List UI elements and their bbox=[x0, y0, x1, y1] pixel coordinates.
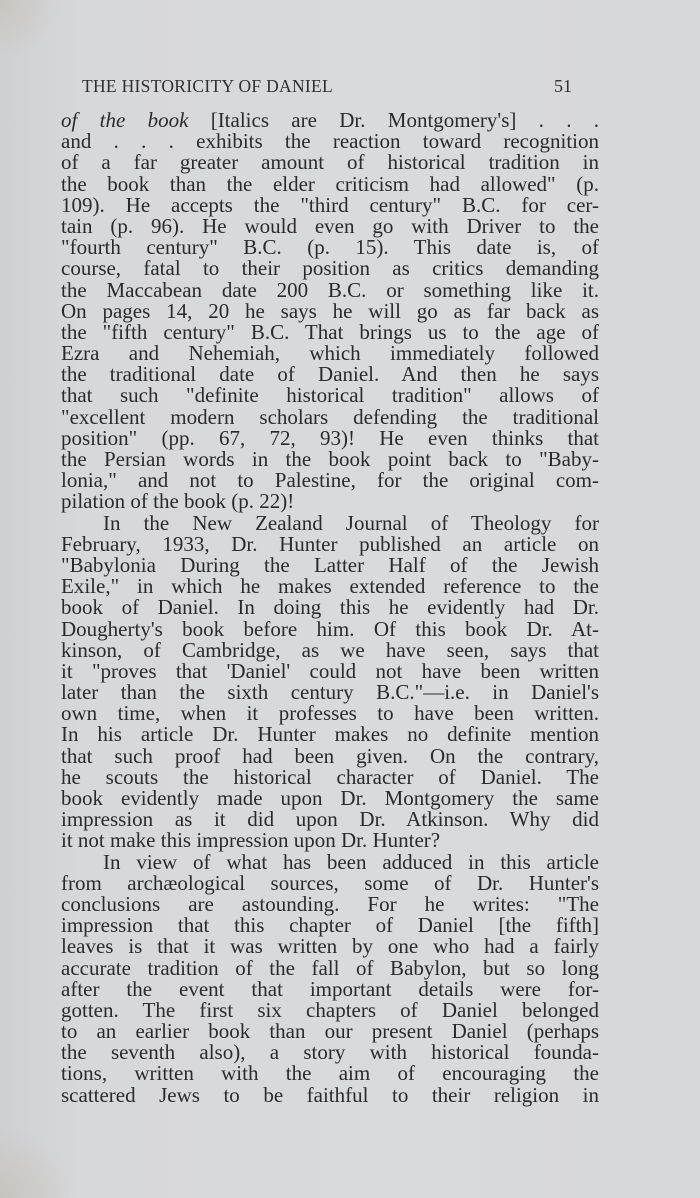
text-line: "Babylonia During the Latter Half of the Jewish bbox=[61, 552, 599, 577]
page-header bbox=[82, 76, 598, 100]
text-line: tions, written with the aim of encouraging the bbox=[61, 1061, 599, 1086]
text-line: "fourth century" B.C. (p. 15). This date is, of bbox=[61, 235, 599, 260]
text-line: accurate tradition of the fall of Babylon, but so long bbox=[61, 955, 599, 980]
text-line: the "fifth century" B.C. That brings us to the age of bbox=[61, 319, 599, 344]
text-line: it not make this impression upon Dr. Hunter? bbox=[61, 828, 441, 853]
text-line: book evidently made upon Dr. Montgomery the same bbox=[61, 786, 599, 810]
text-line: after the event that important details were for- bbox=[61, 976, 599, 1001]
text-line: gotten. The first six chapters of Daniel belonged bbox=[61, 997, 599, 1022]
text-line: and . . . exhibits the reaction toward recognition bbox=[61, 129, 599, 154]
text-line: that such "definite historical tradition" allows of bbox=[61, 383, 599, 408]
text-line: position" (pp. 67, 72, 93)! He even thinks that bbox=[61, 425, 599, 450]
text-line: of a far greater amount of historical tradition in bbox=[61, 150, 599, 175]
text-line: the Maccabean date 200 B.C. or something like it. bbox=[61, 277, 599, 302]
text-line: leaves is that it was written by one who had a fairly bbox=[61, 934, 599, 959]
text-line: On pages 14, 20 he says he will go as far back as bbox=[61, 298, 599, 323]
page-number: 51 bbox=[554, 76, 572, 96]
text-line: conclusions are astounding. For he writes: "The bbox=[61, 891, 599, 916]
text-line: In the New Zealand Journal of Theology for bbox=[103, 510, 599, 535]
text-line: of the book [Italics are Dr. Montgomery's] . . . bbox=[61, 108, 600, 132]
text-line: to an earlier book than our present Daniel (perhaps bbox=[61, 1019, 599, 1044]
text-line: the seventh also), a story with historical founda- bbox=[61, 1040, 599, 1065]
text-line: In view of what has been adduced in this article bbox=[103, 849, 599, 874]
text-line: In his article Dr. Hunter makes no definite mention bbox=[61, 722, 599, 747]
text-line: kinson, of Cambridge, as we have seen, says that bbox=[61, 637, 599, 662]
text-line: impression that this chapter of Daniel [the fifth] bbox=[61, 913, 599, 938]
paper-stain bbox=[0, 0, 60, 60]
paper-stain bbox=[0, 1118, 70, 1198]
text-line: impression as it did upon Dr. Atkinson. Why did bbox=[61, 807, 599, 832]
text-line: "excellent modern scholars defending the traditional bbox=[61, 404, 599, 429]
text-line: lonia," and not to Palestine, for the original com- bbox=[61, 468, 599, 493]
text-line: Dougherty's book before him. Of this book Dr. At- bbox=[61, 616, 599, 641]
text-line: own time, when it professes to have been written. bbox=[61, 701, 599, 726]
text-line: the Persian words in the book point back to "Baby- bbox=[61, 447, 599, 471]
text-line: Exile," in which he makes extended reference to the bbox=[61, 574, 599, 599]
text-line: book of Daniel. In doing this he evidently had Dr. bbox=[61, 595, 599, 620]
text-line: scattered Jews to be faithful to their religion in bbox=[61, 1082, 599, 1107]
text-line: Ezra and Nehemiah, which immediately followed bbox=[61, 341, 599, 366]
text-line: February, 1933, Dr. Hunter published an article on bbox=[61, 531, 599, 556]
text-line: the traditional date of Daniel. And then he says bbox=[61, 362, 599, 387]
text-line: he scouts the historical character of Daniel. The bbox=[61, 764, 599, 789]
text-line: from archæological sources, some of Dr. Hunter's bbox=[61, 870, 599, 895]
text-line: it "proves that 'Daniel' could not have been written bbox=[61, 658, 599, 683]
text-line: tain (p. 96). He would even go with Driver to the bbox=[61, 213, 599, 238]
text-line: 109). He accepts the "third century" B.C. for cer- bbox=[61, 192, 599, 217]
text-line: that such proof had been given. On the contrary, bbox=[61, 743, 599, 768]
text-line: the book than the elder criticism had allowed" (p. bbox=[61, 171, 599, 196]
text-line: later than the sixth century B.C."—i.e. in Daniel's bbox=[61, 680, 599, 705]
text-line: pilation of the book (p. 22)! bbox=[61, 489, 295, 514]
running-head: THE HISTORICITY OF DANIEL bbox=[82, 76, 334, 96]
text-line: course, fatal to their position as critics demanding bbox=[61, 256, 599, 281]
body-text bbox=[61, 110, 599, 1106]
